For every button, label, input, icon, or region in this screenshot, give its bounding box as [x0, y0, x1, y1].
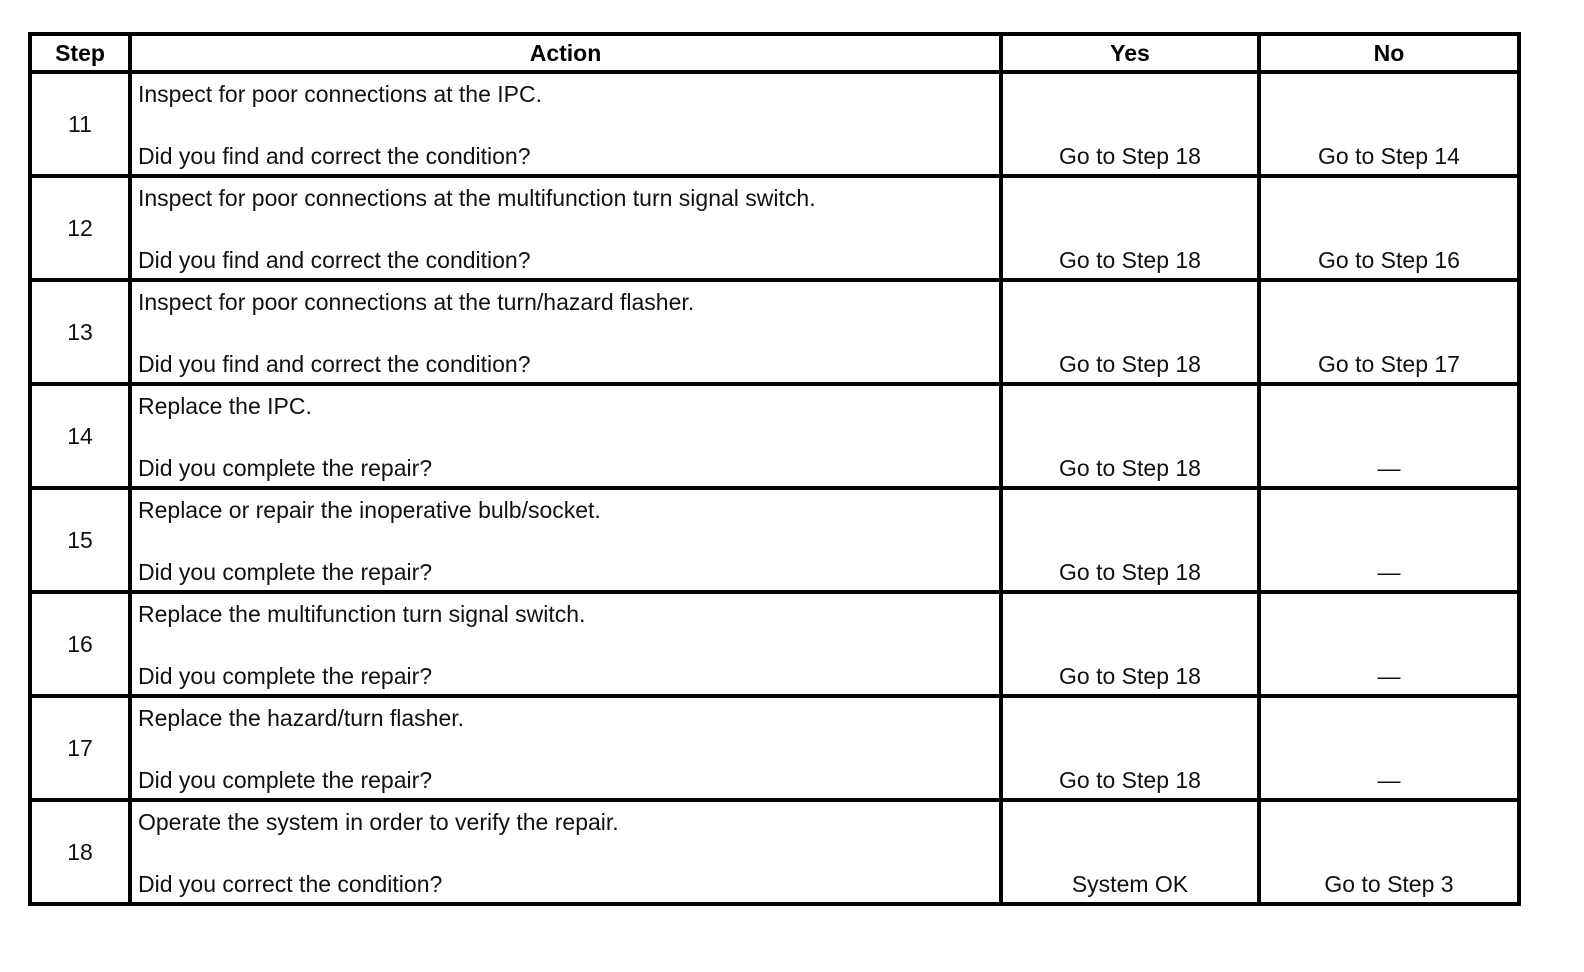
table-row	[30, 800, 1519, 904]
yes-cell	[1001, 280, 1259, 384]
step-number: 15	[30, 488, 130, 592]
action-instruction: Operate the system in order to verify the repair.	[138, 809, 619, 835]
action-cell	[130, 384, 1001, 488]
no-cell	[1259, 280, 1519, 384]
step-number: 16	[30, 592, 130, 696]
header-yes: Yes	[1001, 34, 1259, 72]
table-row	[30, 592, 1519, 696]
step-number: 13	[30, 280, 130, 384]
action-cell	[130, 592, 1001, 696]
action-instruction: Replace the IPC.	[138, 393, 312, 419]
yes-answer: Go to Step 18	[1059, 455, 1201, 481]
table-row	[30, 176, 1519, 280]
no-answer: —	[1377, 663, 1401, 689]
action-question: Did you find and correct the condition?	[138, 247, 531, 273]
header-action: Action	[130, 34, 1001, 72]
action-instruction: Replace the multifunction turn signal switch.	[138, 601, 586, 627]
yes-answer: Go to Step 18	[1059, 663, 1201, 689]
action-cell	[130, 800, 1001, 904]
step-number: 14	[30, 384, 130, 488]
action-question: Did you correct the condition?	[138, 871, 443, 897]
action-question: Did you find and correct the condition?	[138, 351, 531, 377]
no-answer: Go to Step 3	[1324, 871, 1454, 897]
step-number: 17	[30, 696, 130, 800]
no-cell	[1259, 696, 1519, 800]
yes-cell	[1001, 488, 1259, 592]
no-cell	[1259, 72, 1519, 176]
action-question: Did you complete the repair?	[138, 663, 433, 689]
yes-cell	[1001, 696, 1259, 800]
no-cell	[1259, 488, 1519, 592]
yes-cell	[1001, 384, 1259, 488]
header-step: Step	[30, 34, 130, 72]
yes-cell	[1001, 800, 1259, 904]
table-row	[30, 488, 1519, 592]
table-row	[30, 696, 1519, 800]
no-cell	[1259, 592, 1519, 696]
action-question: Did you complete the repair?	[138, 455, 433, 481]
action-cell	[130, 176, 1001, 280]
yes-cell	[1001, 72, 1259, 176]
action-cell	[130, 280, 1001, 384]
yes-cell	[1001, 176, 1259, 280]
no-answer: —	[1377, 559, 1401, 585]
no-answer: —	[1377, 767, 1401, 793]
step-number: 11	[30, 72, 130, 176]
no-cell	[1259, 176, 1519, 280]
step-number: 12	[30, 176, 130, 280]
table-header-row	[30, 34, 1519, 72]
no-cell	[1259, 384, 1519, 488]
action-instruction: Inspect for poor connections at the IPC.	[138, 81, 543, 107]
table-row	[30, 384, 1519, 488]
action-instruction: Inspect for poor connections at the multifunction turn signal switch.	[138, 185, 816, 211]
action-cell	[130, 488, 1001, 592]
action-instruction: Replace or repair the inoperative bulb/socket.	[138, 497, 601, 523]
action-cell	[130, 696, 1001, 800]
action-instruction: Replace the hazard/turn flasher.	[138, 705, 465, 731]
table-row	[30, 72, 1519, 176]
diagnostic-table	[28, 32, 1521, 906]
table-row	[30, 280, 1519, 384]
action-question: Did you complete the repair?	[138, 559, 433, 585]
no-answer: Go to Step 17	[1318, 351, 1460, 377]
yes-answer: Go to Step 18	[1059, 559, 1201, 585]
no-cell	[1259, 800, 1519, 904]
yes-cell	[1001, 592, 1259, 696]
yes-answer: Go to Step 18	[1059, 351, 1201, 377]
action-instruction: Inspect for poor connections at the turn/hazard flasher.	[138, 289, 695, 315]
action-cell	[130, 72, 1001, 176]
yes-answer: Go to Step 18	[1059, 143, 1201, 169]
yes-answer: Go to Step 18	[1059, 767, 1201, 793]
header-no: No	[1259, 34, 1519, 72]
no-answer: Go to Step 14	[1318, 143, 1460, 169]
action-question: Did you find and correct the condition?	[138, 143, 531, 169]
yes-answer: Go to Step 18	[1059, 247, 1201, 273]
step-number: 18	[30, 800, 130, 904]
action-question: Did you complete the repair?	[138, 767, 433, 793]
yes-answer: System OK	[1071, 871, 1189, 897]
no-answer: —	[1377, 455, 1401, 481]
no-answer: Go to Step 16	[1318, 247, 1460, 273]
